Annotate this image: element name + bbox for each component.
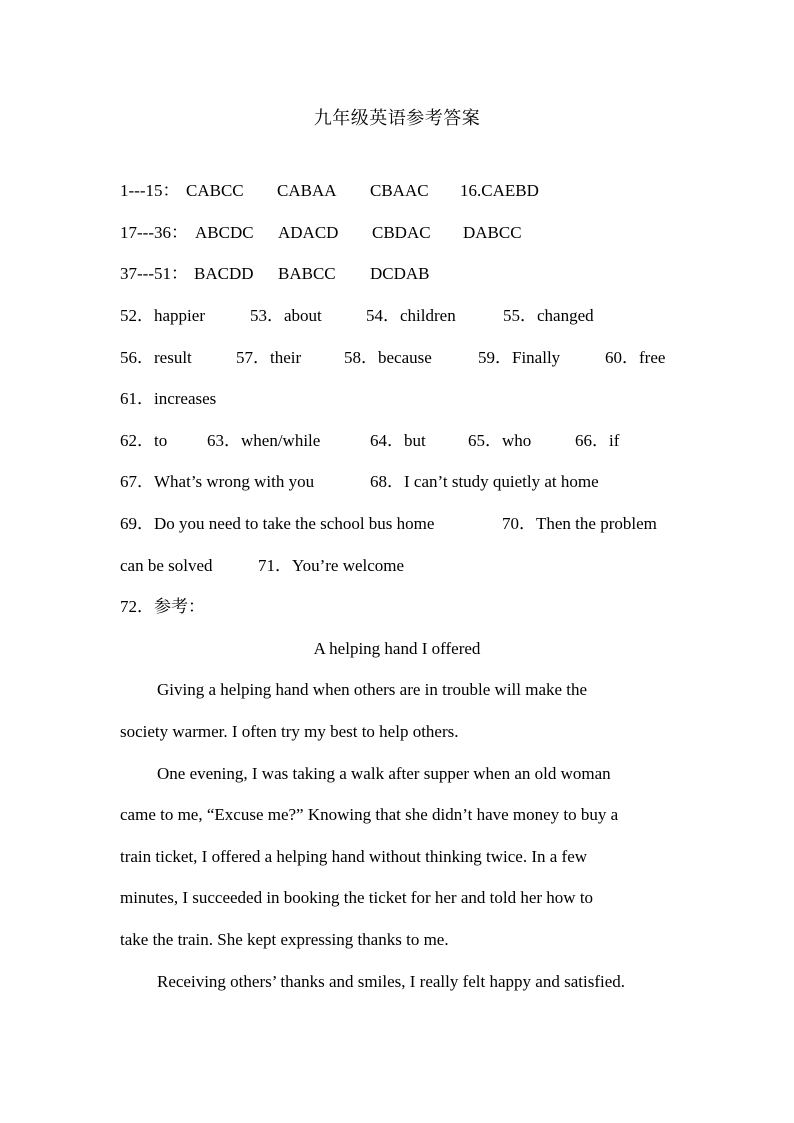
- answer-group: DCDAB: [370, 264, 430, 283]
- answer-item: 67．What’s wrong with you: [120, 472, 315, 491]
- answer-group: 16.CAEBD: [460, 181, 539, 200]
- answer-range: 1---15：: [120, 181, 180, 200]
- answer-group: CABCC: [186, 181, 244, 200]
- answer-item: 59．Finally: [478, 348, 561, 367]
- answer-group: ADACD: [278, 223, 339, 242]
- answer-item: 57．their: [236, 348, 302, 367]
- answer-item: 68．I can’t study quietly at home: [370, 472, 599, 491]
- answer-item: 63．when/while: [207, 431, 321, 450]
- essay-line: minutes, I succeeded in booking the ticket for her and told her how to: [120, 888, 594, 907]
- answer-group: ABCDC: [195, 223, 254, 242]
- answer-range: 37---51：: [120, 264, 188, 283]
- answer-group: CABAA: [277, 181, 337, 200]
- essay-line: Receiving others’ thanks and smiles, I really felt happy and satisfied.: [157, 972, 625, 991]
- answer-group: CBDAC: [372, 223, 431, 242]
- answer-group: BACDD: [194, 264, 254, 283]
- answer-item: 56．result: [120, 348, 192, 367]
- answer-item: 72．参考：: [120, 597, 205, 616]
- answer-item: can be solved: [120, 556, 213, 575]
- answer-item: 69．Do you need to take the school bus home: [120, 514, 435, 533]
- answer-item: 65．who: [468, 431, 532, 450]
- answer-item: 60．free: [605, 348, 666, 367]
- answer-group: DABCC: [463, 223, 522, 242]
- answer-item: 66．if: [575, 431, 620, 450]
- essay-line: One evening, I was taking a walk after supper when an old woman: [157, 764, 611, 783]
- answer-item: 54．children: [366, 306, 456, 325]
- answer-item: 70．Then the problem: [502, 514, 657, 533]
- page-title: 九年级英语参考答案: [313, 108, 481, 128]
- answer-item: 52．happier: [120, 306, 205, 325]
- answer-group: BABCC: [278, 264, 336, 283]
- essay-line: society warmer. I often try my best to help others.: [120, 722, 459, 741]
- answer-range: 17---36：: [120, 223, 188, 242]
- essay-line: Giving a helping hand when others are in trouble will make the: [157, 680, 588, 699]
- answer-item: 53．about: [250, 306, 322, 325]
- essay-line: came to me, “Excuse me?” Knowing that she didn’t have money to buy a: [120, 805, 619, 824]
- essay-line: train ticket, I offered a helping hand without thinking twice. In a few: [120, 847, 588, 866]
- answer-item: 55．changed: [503, 306, 594, 325]
- answer-item: 61．increases: [120, 389, 217, 408]
- answer-group: CBAAC: [370, 181, 429, 200]
- answer-item: 71．You’re welcome: [258, 556, 405, 575]
- answer-item: 62．to: [120, 431, 168, 450]
- answer-item: 64．but: [370, 431, 426, 450]
- answer-item: 58．because: [344, 348, 432, 367]
- essay-line: take the train. She kept expressing thanks to me.: [120, 930, 449, 949]
- essay-title: A helping hand I offered: [313, 639, 481, 658]
